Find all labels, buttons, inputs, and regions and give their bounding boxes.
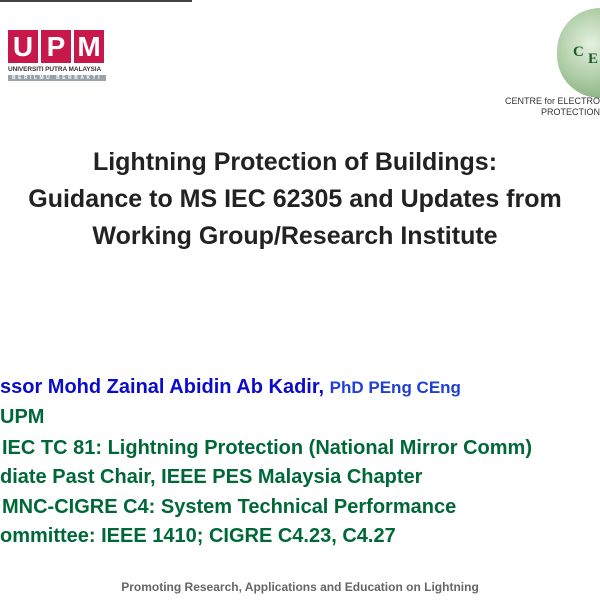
- slide-title-line: Lightning Protection of Buildings:: [92, 148, 498, 176]
- footer-tagline: Promoting Research, Applications and Education on Lightning: [121, 580, 479, 594]
- affiliation-line: diate Past Chair, IEEE PES Malaysia Chapter: [0, 466, 423, 488]
- affiliation-line: IEC TC 81: Lightning Protection (National Mirror Comm): [2, 437, 532, 459]
- centre-name: PROTECTION: [540, 107, 600, 117]
- presenter-line: [0, 376, 461, 399]
- centre-logo-letter: E: [588, 51, 599, 67]
- window-edge: [0, 0, 192, 2]
- affiliation-line: UPM: [0, 406, 45, 428]
- slide-title-line: Guidance to MS IEC 62305 and Updates from: [28, 185, 562, 213]
- upm-letter: U: [8, 30, 38, 63]
- upm-logo: [8, 30, 104, 63]
- affiliation-line: ommittee: IEEE 1410; CIGRE C4.23, C4.27: [0, 525, 396, 547]
- presenter-credentials: PhD PEng CEng: [329, 378, 461, 397]
- presenter-name: ssor Mohd Zainal Abidin Ab Kadir,: [0, 376, 325, 398]
- affiliation-line: MNC-CIGRE C4: System Technical Performance: [2, 496, 457, 518]
- upm-motto: BERILMU BERBAKTI: [8, 75, 106, 81]
- slide-title-line: Working Group/Research Institute: [92, 222, 498, 250]
- upm-letter: M: [74, 30, 104, 63]
- centre-logo-letter: C: [573, 44, 584, 60]
- upm-letter: P: [41, 30, 71, 63]
- centre-name: CENTRE for ELECTRO: [504, 96, 600, 106]
- upm-name: UNIVERSITI PUTRA MALAYSIA: [8, 66, 102, 73]
